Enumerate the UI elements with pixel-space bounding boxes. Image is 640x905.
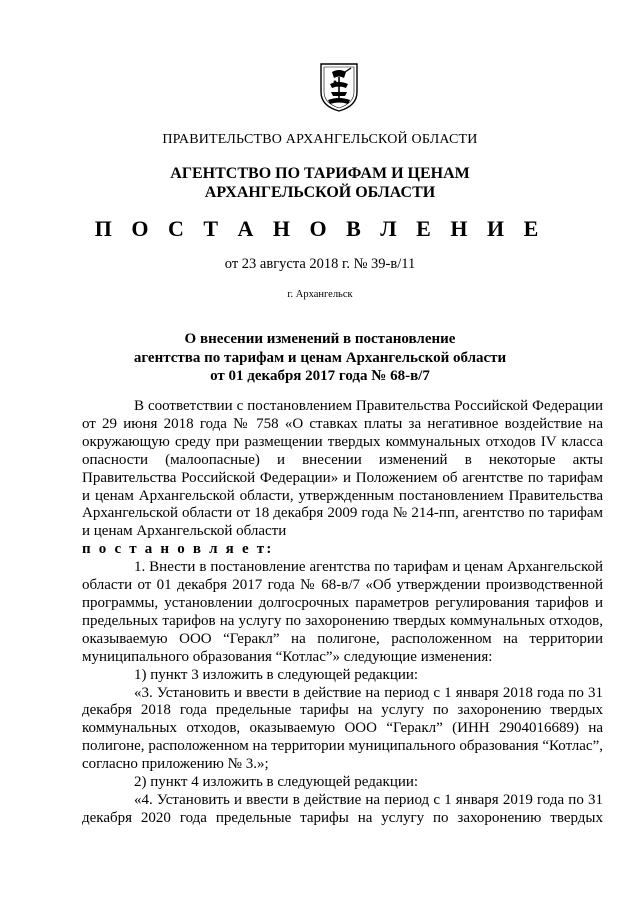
title-line3: от 01 декабря 2017 года № 68-в/7 — [210, 368, 430, 384]
title-line1: О внесении изменений в постановление — [184, 331, 456, 347]
decree-word-text: п о с т а н о в л я е т: — [82, 541, 274, 558]
preamble-paragraph: В соответствии с постановлением Правительства Российской Федерации от 29 июня 2018 года № 758 «О ставках платы за негативное воздействие на окружающую среду при размещении твердых коммунальных отходов IV класса опасности (малоопасные) и внесении изменений в некоторые акты Правительства Российской Федерации» и Положением об агентстве по тарифам и ценам Архангельской области, утвержденным постановлением Правительства Архангельской области от 18 декабря 2009 года № 214-пп, агентство по тарифам и ценам Архангельской области — [82, 398, 603, 540]
document-title — [0, 330, 640, 386]
document-type: П О С Т А Н О В Л Е Н И Е — [94, 216, 546, 241]
item-1-paragraph: 1. Внести в постановление агентства по тарифам и ценам Архангельской области от 01 декабря 2017 года № 68-в/7 «Об утверждении производственной программы, установлении долгосрочных параметров регулирования тарифов и предельных тарифов на услугу по захоронению твердых коммунальных отходов, оказываемую ООО “Геракл” на полигоне, расположенном на территории муниципального образования “Котлас”» следующие изменения: — [82, 559, 603, 665]
agency-name — [0, 164, 640, 202]
decree-word — [82, 541, 603, 559]
agency-name-line1: АГЕНТСТВО ПО ТАРИФАМ И ЦЕНАМ — [170, 165, 470, 182]
subitem-2: 2) пункт 4 изложить в следующей редакции: — [134, 774, 419, 791]
quote-item-3: «3. Установить и ввести в действие на период с 1 января 2018 года по 31 декабря 2018 года предельные тарифы на услугу по захоронению твердых коммунальных отходов, оказываемую ООО “Геракл” (ИНН 2904016689) на полигоне, расположенном на территории муниципального образования “Котлас”, согласно приложению № 3.»; — [82, 684, 603, 773]
subitem-1: 1) пункт 3 изложить в следующей редакции: — [134, 666, 419, 683]
coat-of-arms-icon — [318, 62, 360, 112]
title-line2: агентства по тарифам и ценам Архангельской области — [133, 349, 507, 366]
quote-item-4: «4. Установить и ввести в действие на период с 1 января 2019 года по 31 декабря 2020 года предельные тарифы на услугу по захоронению твердых — [82, 791, 603, 826]
government-name: ПРАВИТЕЛЬСТВО АРХАНГЕЛЬСКОЙ ОБЛАСТИ — [162, 132, 478, 147]
document-body — [82, 398, 603, 828]
city-name: г. Архангельск — [287, 289, 353, 300]
date-and-number: от 23 августа 2018 г. № 39-в/11 — [224, 256, 416, 272]
agency-name-line2: АРХАНГЕЛЬСКОЙ ОБЛАСТИ — [204, 184, 436, 201]
